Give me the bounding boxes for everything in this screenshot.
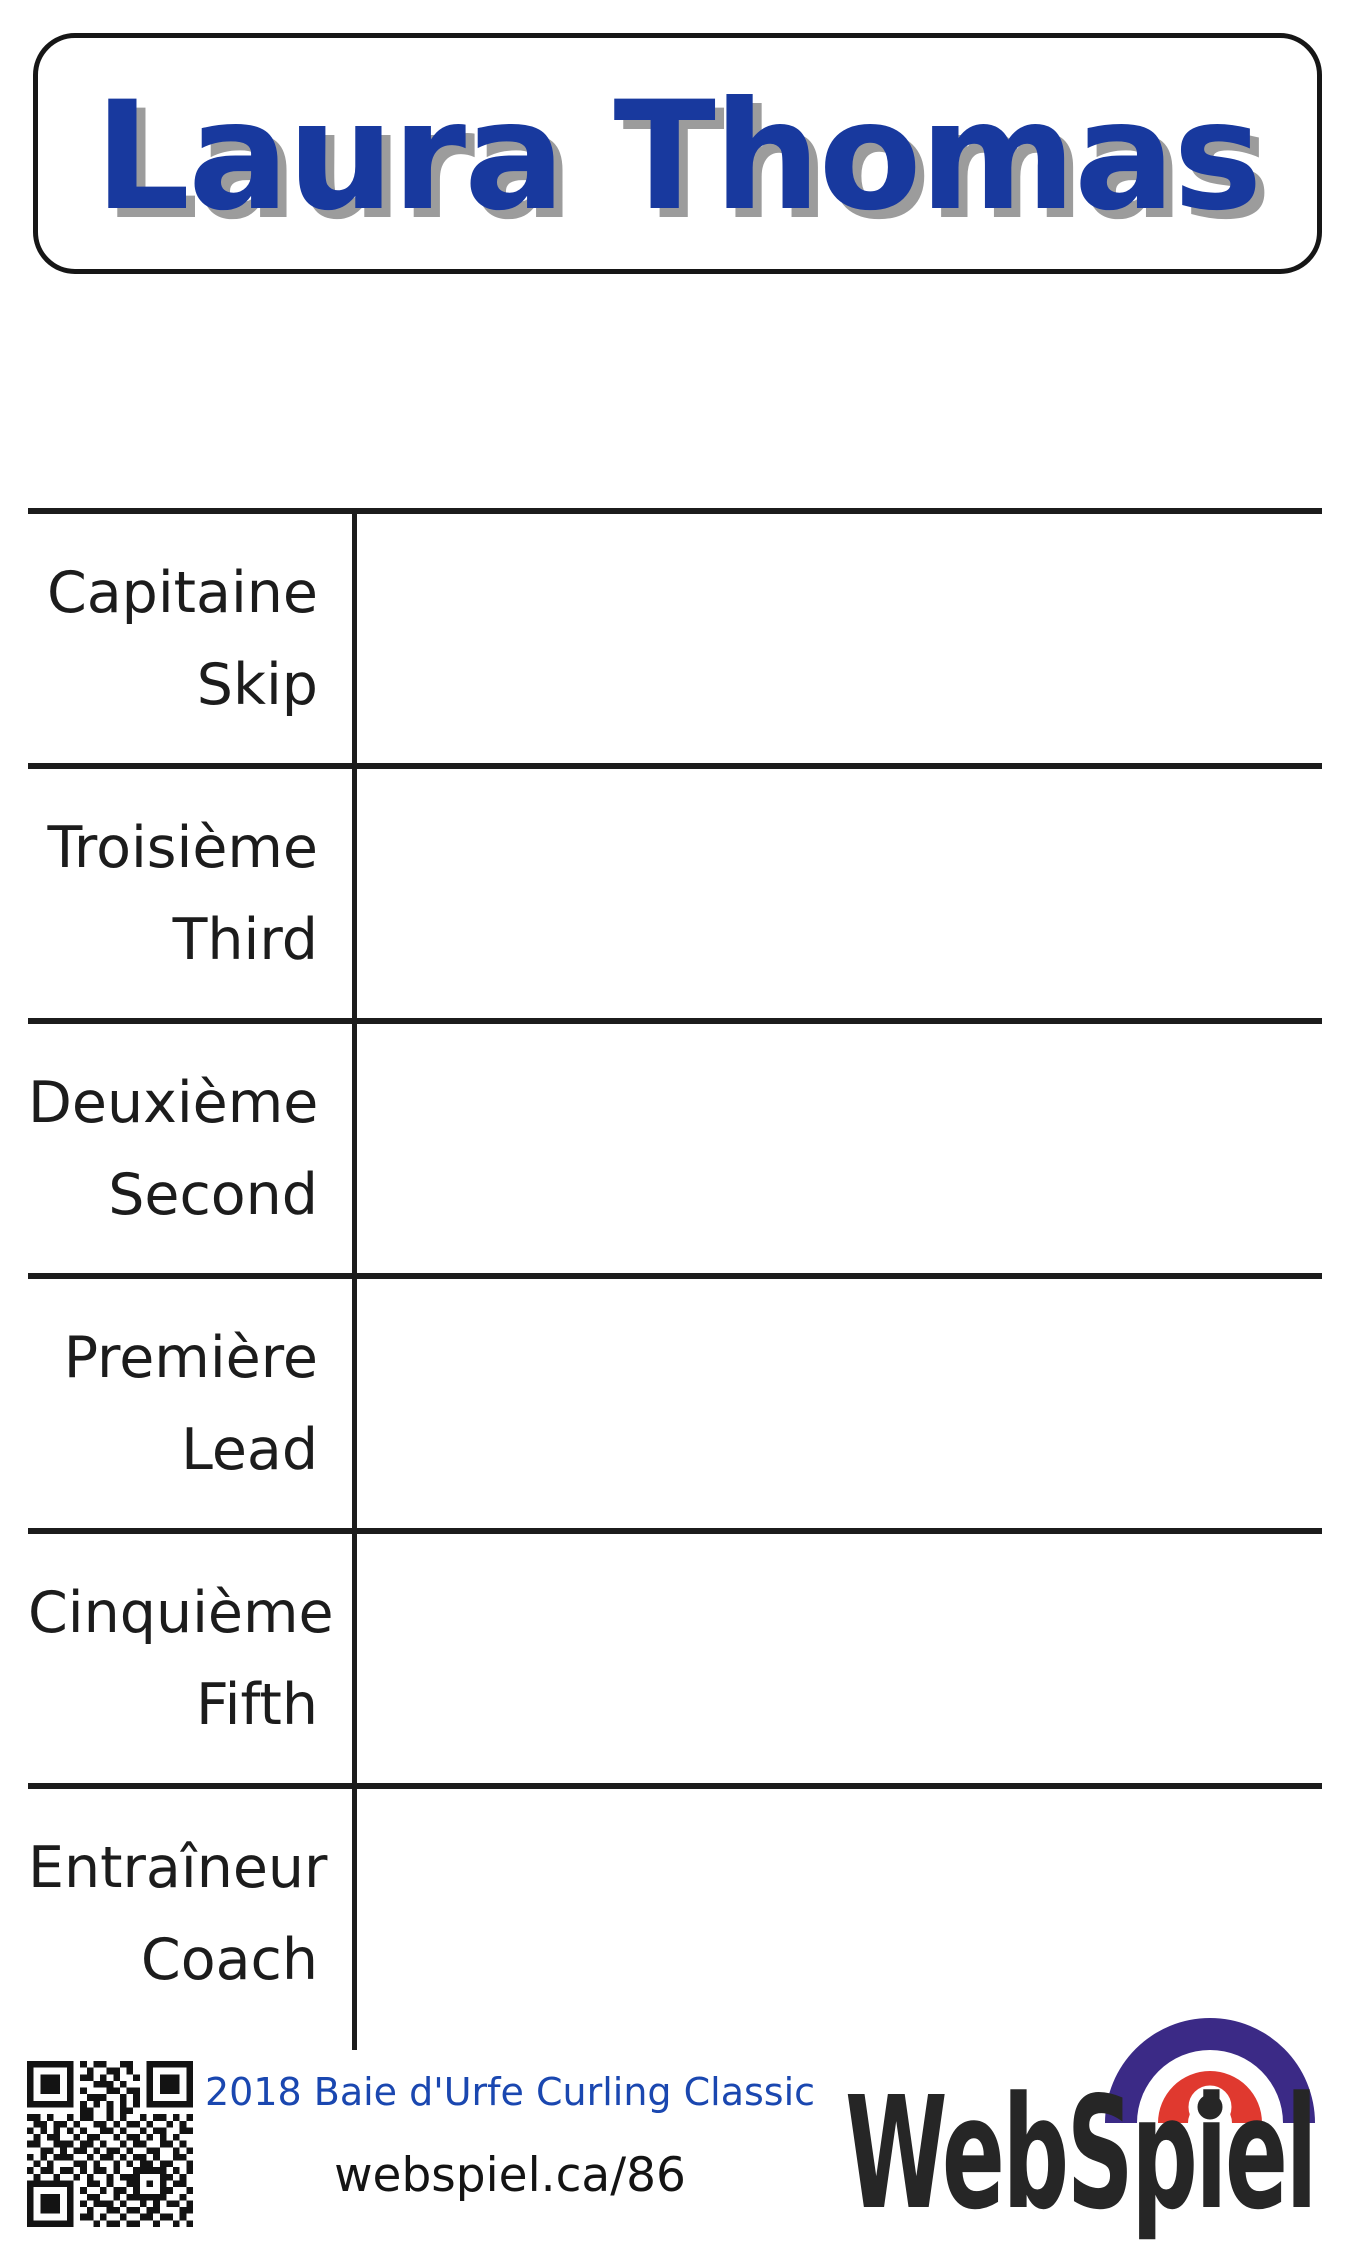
name-entry-area: [352, 1534, 1322, 1783]
role-label-en: Lead: [181, 1416, 318, 1483]
table-row-third: [28, 763, 1322, 1018]
name-entry-area: [352, 769, 1322, 1018]
webspiel-logo: [845, 1995, 1345, 2245]
role-label-cell: [28, 514, 352, 763]
page-title: Laura Thomas: [94, 69, 1261, 244]
name-entry-area: [352, 1024, 1322, 1273]
role-label-en: Coach: [140, 1926, 318, 1993]
qr-code-icon: [27, 2061, 193, 2227]
name-entry-area: [352, 1279, 1322, 1528]
role-label-en: Second: [108, 1161, 318, 1228]
title-box: [33, 33, 1322, 274]
roster-table: [28, 508, 1322, 2038]
footer-text-block: [200, 2072, 820, 2201]
role-label-fr: Cinquième: [28, 1579, 334, 1646]
role-label-fr: Entraîneur: [28, 1834, 328, 1901]
table-row-second: [28, 1018, 1322, 1273]
role-label-en: Skip: [196, 651, 318, 718]
role-label-fr: Deuxième: [28, 1069, 319, 1136]
role-label-cell: [28, 769, 352, 1018]
table-row-skip: [28, 508, 1322, 763]
name-entry-area: [352, 514, 1322, 763]
role-label-en: Fifth: [195, 1671, 318, 1738]
role-label-fr: Troisième: [47, 814, 318, 881]
event-title: 2018 Baie d'Urfe Curling Classic: [204, 2070, 816, 2114]
role-label-fr: Capitaine: [46, 559, 318, 626]
event-url: webspiel.ca/86: [334, 2147, 686, 2203]
table-row-fifth: [28, 1528, 1322, 1783]
logo-text: WebSpiel: [845, 2063, 1316, 2244]
role-label-cell: [28, 1279, 352, 1528]
role-label-fr: Première: [63, 1324, 318, 1391]
table-vertical-divider: [352, 508, 357, 2050]
role-label-en: Third: [172, 906, 318, 973]
role-label-cell: [28, 1534, 352, 1783]
role-label-cell: [28, 1024, 352, 1273]
role-label-cell: [28, 1789, 352, 2038]
table-row-lead: [28, 1273, 1322, 1528]
